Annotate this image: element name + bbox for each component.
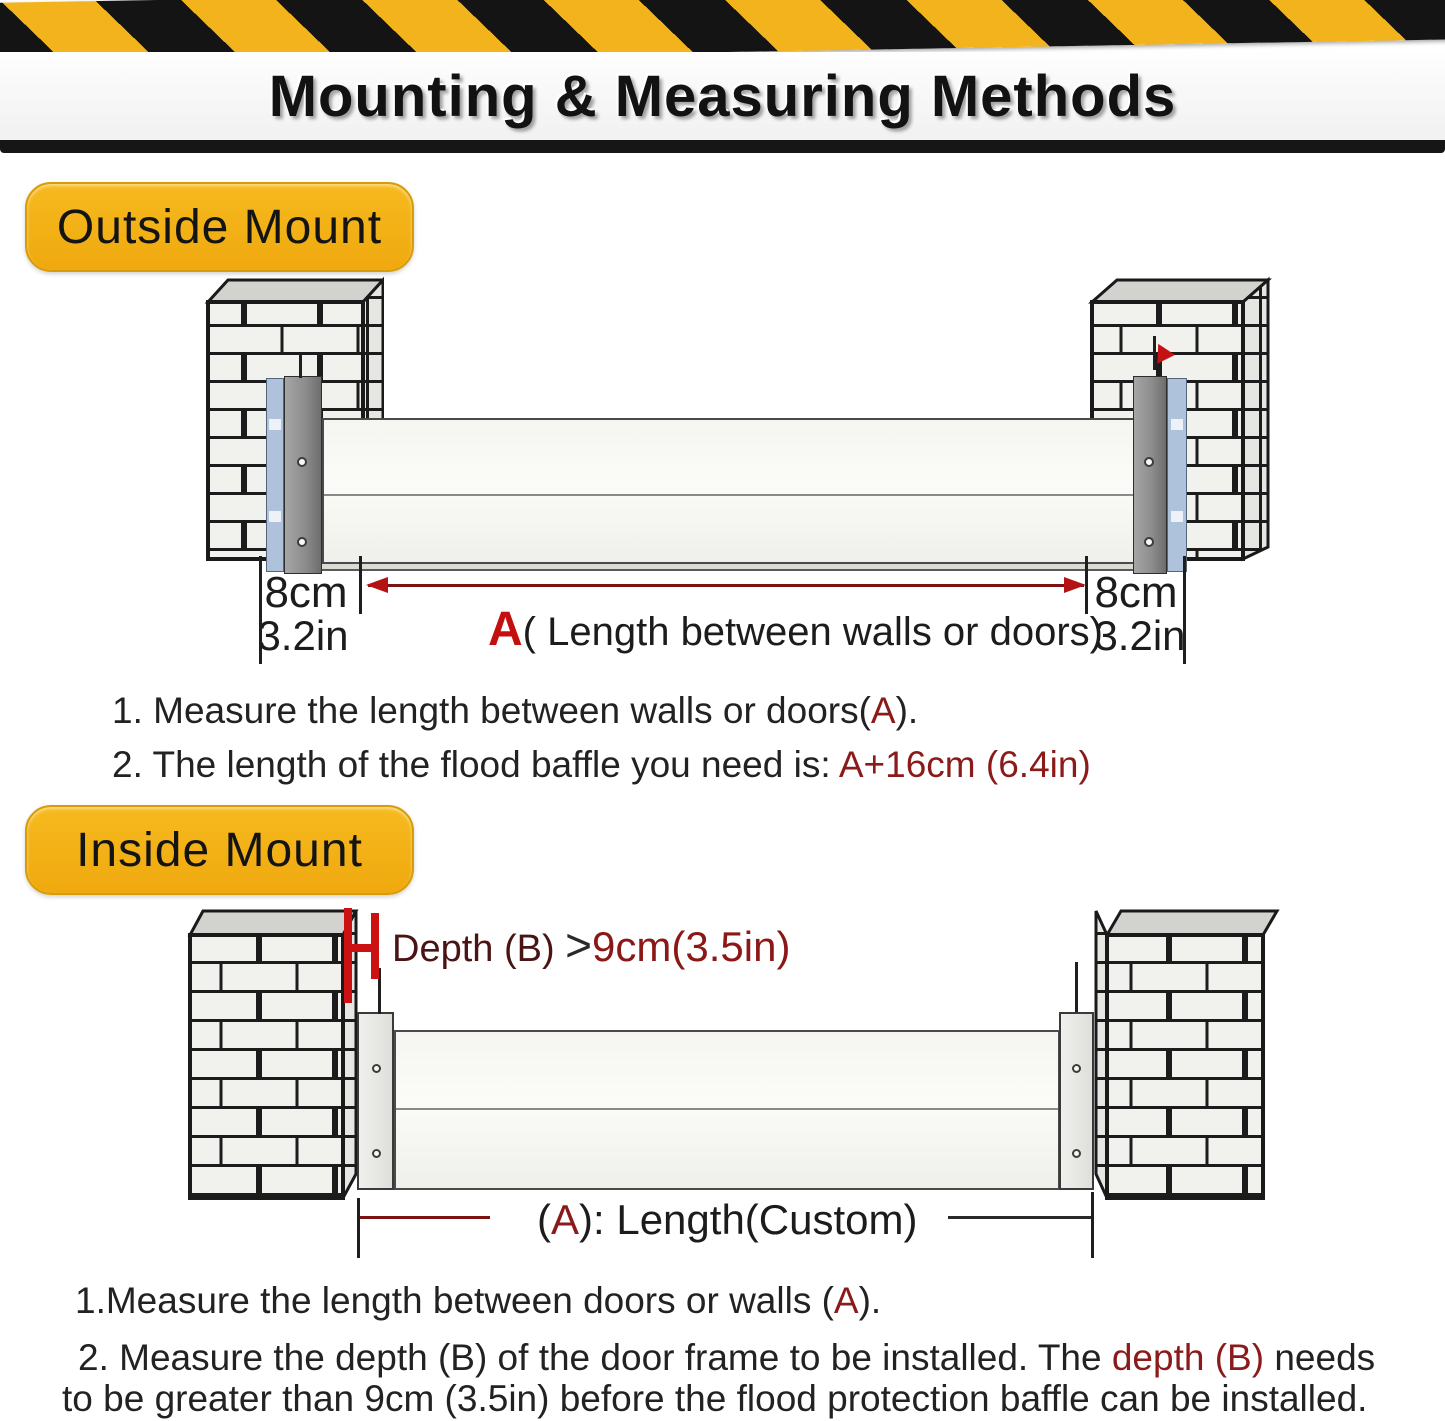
outside-step-1: 1. Measure the length between walls or doors(A).	[112, 690, 919, 731]
span-length-label	[488, 602, 1103, 657]
dimension-arrow	[368, 584, 1084, 587]
depth-note-value: 9cm(3.5in)	[592, 923, 791, 970]
flood-barrier-inside	[394, 1030, 1060, 1190]
dimension-line	[357, 1198, 360, 1258]
dimension-tick	[359, 556, 362, 614]
dimension-segment	[948, 1216, 1093, 1219]
screw-hole-icon	[372, 1149, 381, 1158]
barrier-bottom-edge	[322, 564, 1135, 571]
screw-hole-icon	[372, 1064, 381, 1073]
outside-mount-label-text: Outside Mount	[56, 200, 383, 254]
mounting-bracket-left	[284, 376, 322, 574]
inside-mount-label	[25, 805, 414, 895]
page-title: Mounting & Measuring Methods	[268, 63, 1177, 129]
inside-mount-label-text: Inside Mount	[76, 823, 363, 877]
offset-right-cm: 8cm	[1094, 568, 1178, 617]
screw-hole-icon	[1144, 537, 1154, 547]
offset-left-cm: 8cm	[264, 568, 348, 617]
inside-step-2: 2. Measure the depth (B) of the door frame to be installed. The depth (B) needs	[78, 1337, 1376, 1378]
dimension-line	[1091, 1192, 1094, 1258]
barrier-panel-seam	[396, 1108, 1058, 1110]
outside-mount-label	[25, 182, 414, 272]
flood-barrier-outside	[322, 418, 1135, 564]
strip-notch	[1171, 419, 1183, 430]
screw-hole-icon	[1072, 1149, 1081, 1158]
inside-length-label: (A): Length(Custom)	[537, 1196, 918, 1243]
mounting-bracket-right	[1133, 376, 1167, 574]
span-length-A: A	[488, 603, 523, 656]
depth-note-label: Depth (B)	[392, 928, 566, 970]
brick-pillar-inside-left	[183, 903, 363, 1203]
depth-note	[392, 918, 790, 972]
screw-hole-icon	[1072, 1064, 1081, 1073]
mounting-channel-left	[357, 1012, 394, 1190]
offset-left-in: 3.2in	[257, 612, 349, 659]
arrowhead-left-icon	[366, 577, 388, 593]
bracket-pin	[299, 354, 302, 378]
dimension-segment	[360, 1216, 490, 1219]
inside-length-A: A	[551, 1196, 580, 1243]
barrier-panel-seam	[324, 494, 1133, 496]
inside-step-2-continued: to be greater than 9cm (3.5in) before the flood protection baffle can be installed.	[62, 1378, 1368, 1419]
strip-notch	[1171, 511, 1183, 522]
mounting-channel-right	[1059, 1012, 1094, 1190]
outside-step-2: 2. The length of the flood baffle you need is: A+16cm (6.4in)	[112, 744, 1091, 785]
strip-notch	[269, 511, 281, 522]
brick-pillar-inside-right	[1093, 903, 1288, 1203]
screw-hole-icon	[1144, 457, 1154, 467]
offset-right-in: 3.2in	[1094, 612, 1186, 659]
channel-pin	[1075, 962, 1078, 1012]
greater-than-sign: >	[565, 919, 593, 971]
seal-strip-left	[266, 378, 284, 572]
header-divider	[0, 140, 1445, 153]
screw-hole-icon	[297, 537, 307, 547]
title-band	[0, 52, 1445, 140]
inside-step-1: 1.Measure the length between doors or walls (A).	[75, 1280, 882, 1321]
seal-strip-right	[1167, 378, 1187, 572]
span-length-text: ( Length between walls or doors)	[522, 610, 1103, 654]
screw-hole-icon	[297, 457, 307, 467]
arrowhead-right-icon	[1064, 577, 1086, 593]
strip-notch	[269, 419, 281, 430]
